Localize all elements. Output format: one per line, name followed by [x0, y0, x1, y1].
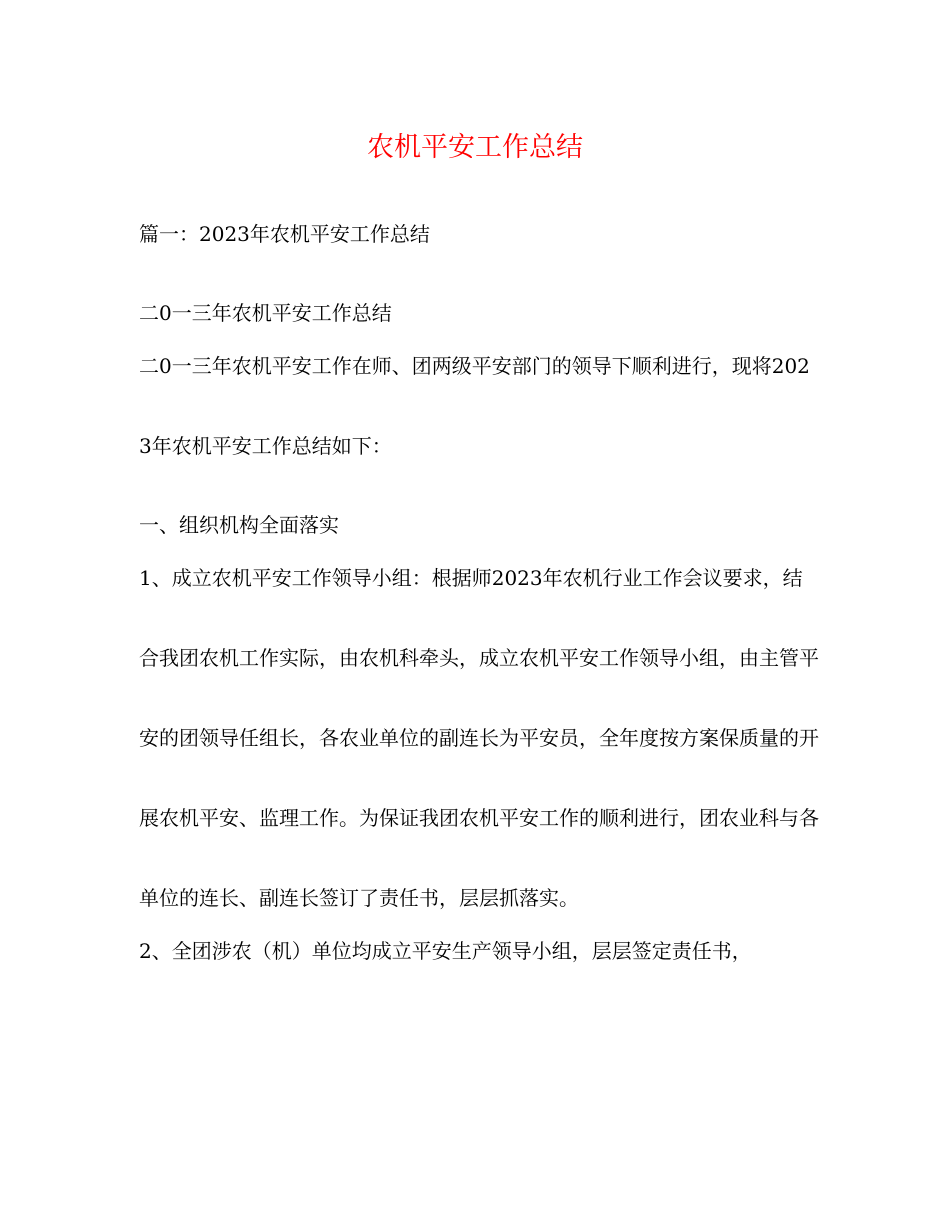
paragraph-subtitle: 篇一：2023年农机平安工作总结 — [139, 222, 430, 246]
paragraph-intro: 二0一三年农机平安工作在师、团两级平安部门的领导下顺利进行，现将2023年农机平安工作总结如下： — [139, 354, 810, 458]
document-title: 农机平安工作总结 — [367, 132, 583, 163]
paragraph-heading: 二0一三年农机平安工作总结 — [139, 301, 392, 325]
paragraph-section-heading: 一、组织机构全面落实 — [139, 513, 339, 537]
document-body — [139, 214, 819, 991]
paragraph-item-1: 1、成立农机平安工作领导小组：根据师2023年农机行业工作会议要求，结合我团农机工作实际，由农机科牵头，成立农机平安工作领导小组，由主管平安的团领导任组长，各农业单位的副连长为平安员，全年度按方案保质量的开展农机平安、监理工作。为保证我团农机平安工作的顺利进行，团农业科与各单位的连长、副连长签订了责任书，层层抓落实。 — [139, 566, 819, 910]
paragraph-item-2: 2、全团涉农（机）单位均成立平安生产领导小组，层层签定责任书， — [139, 939, 752, 963]
